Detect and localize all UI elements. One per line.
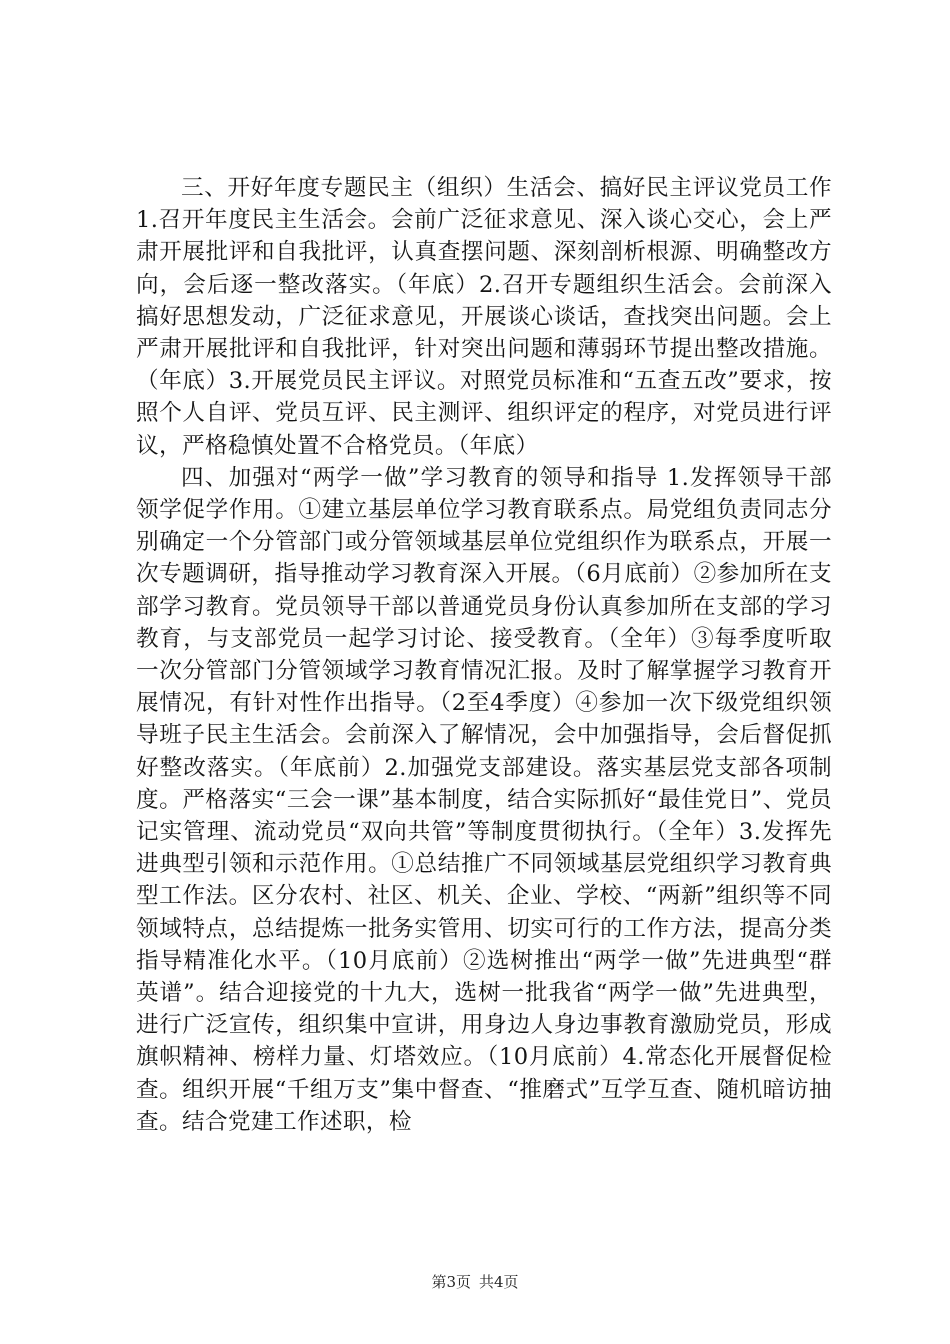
paragraph-section-four: 四、加强对“两学一做”学习教育的领导和指导 1.发挥领导干部领学促学作用。①建立基层单位学习教育联系点。局党组负责同志分别确定一个分管部门或分管领域基层单位党组织作为联系点，开展一次专题调研，指导推动学习教育深入开展。（6月底前）②参加所在支部学习教育。党员领导干部以普通党员身份认真参加所在支部的学习教育，与支部党员一起学习讨论、接受教育。（全年）③每季度听取一次分管部门分管领域学习教育情况汇报。及时了解掌握学习教育开展情况，有针对性作出指导。（2至4季度）④参加一次下级党组织领导班子民主生活会。会前深入了解情况，会中加强指导，会后督促抓好整改落实。（年底前）2.加强党支部建设。落实基层党支部各项制度。严格落实“三会一课”基本制度，结合实际抓好“最佳党日”、党员记实管理、流动党员“双向共管”等制度贯彻执行。（全年）3.发挥先进典型引领和示范作用。①总结推广不同领域基层党组织学习教育典型工作法。区分农村、社区、机关、企业、学校、“两新”组织等不同领域特点，总结提炼一批务实管用、切实可行的工作方法，提高分类指导精准化水平。（10月底前）②选树推出“两学一做”先进典型“群英谱”。结合迎接党的十九大，选树一批我省“两学一做”先进典型，进行广泛宣传，组织集中宣讲，用身边人身边事教育激励党员，形成旗帜精神、榜样力量、灯塔效应。（10月底前）4.常态化开展督促检查。组织开展“千组万支”集中督查、“推磨式”互学互查、随机暗访抽查。结合党建工作述职，检 [136, 464, 832, 1135]
page-number: 第3页 [431, 1273, 471, 1291]
page-footer [0, 1272, 950, 1292]
document-body [136, 172, 832, 1138]
page-total: 共4页 [479, 1273, 519, 1291]
paragraph-section-three: 三、开好年度专题民主（组织）生活会、搞好民主评议党员工作 1.召开年度民主生活会。会前广泛征求意见、深入谈心交心，会上严肃开展批评和自我批评，认真查摆问题、深刻剖析根源、明确整改方向，会后逐一整改落实。（年底）2.召开专题组织生活会。会前深入搞好思想发动，广泛征求意见，开展谈心谈话，查找突出问题。会上严肃开展批评和自我批评，针对突出问题和薄弱环节提出整改措施。（年底）3.开展党员民主评议。对照党员标准和“五查五改”要求，按照个人自评、党员互评、民主测评、组织评定的程序，对党员进行评议，严格稳慎处置不合格党员。（年底） [136, 175, 832, 459]
